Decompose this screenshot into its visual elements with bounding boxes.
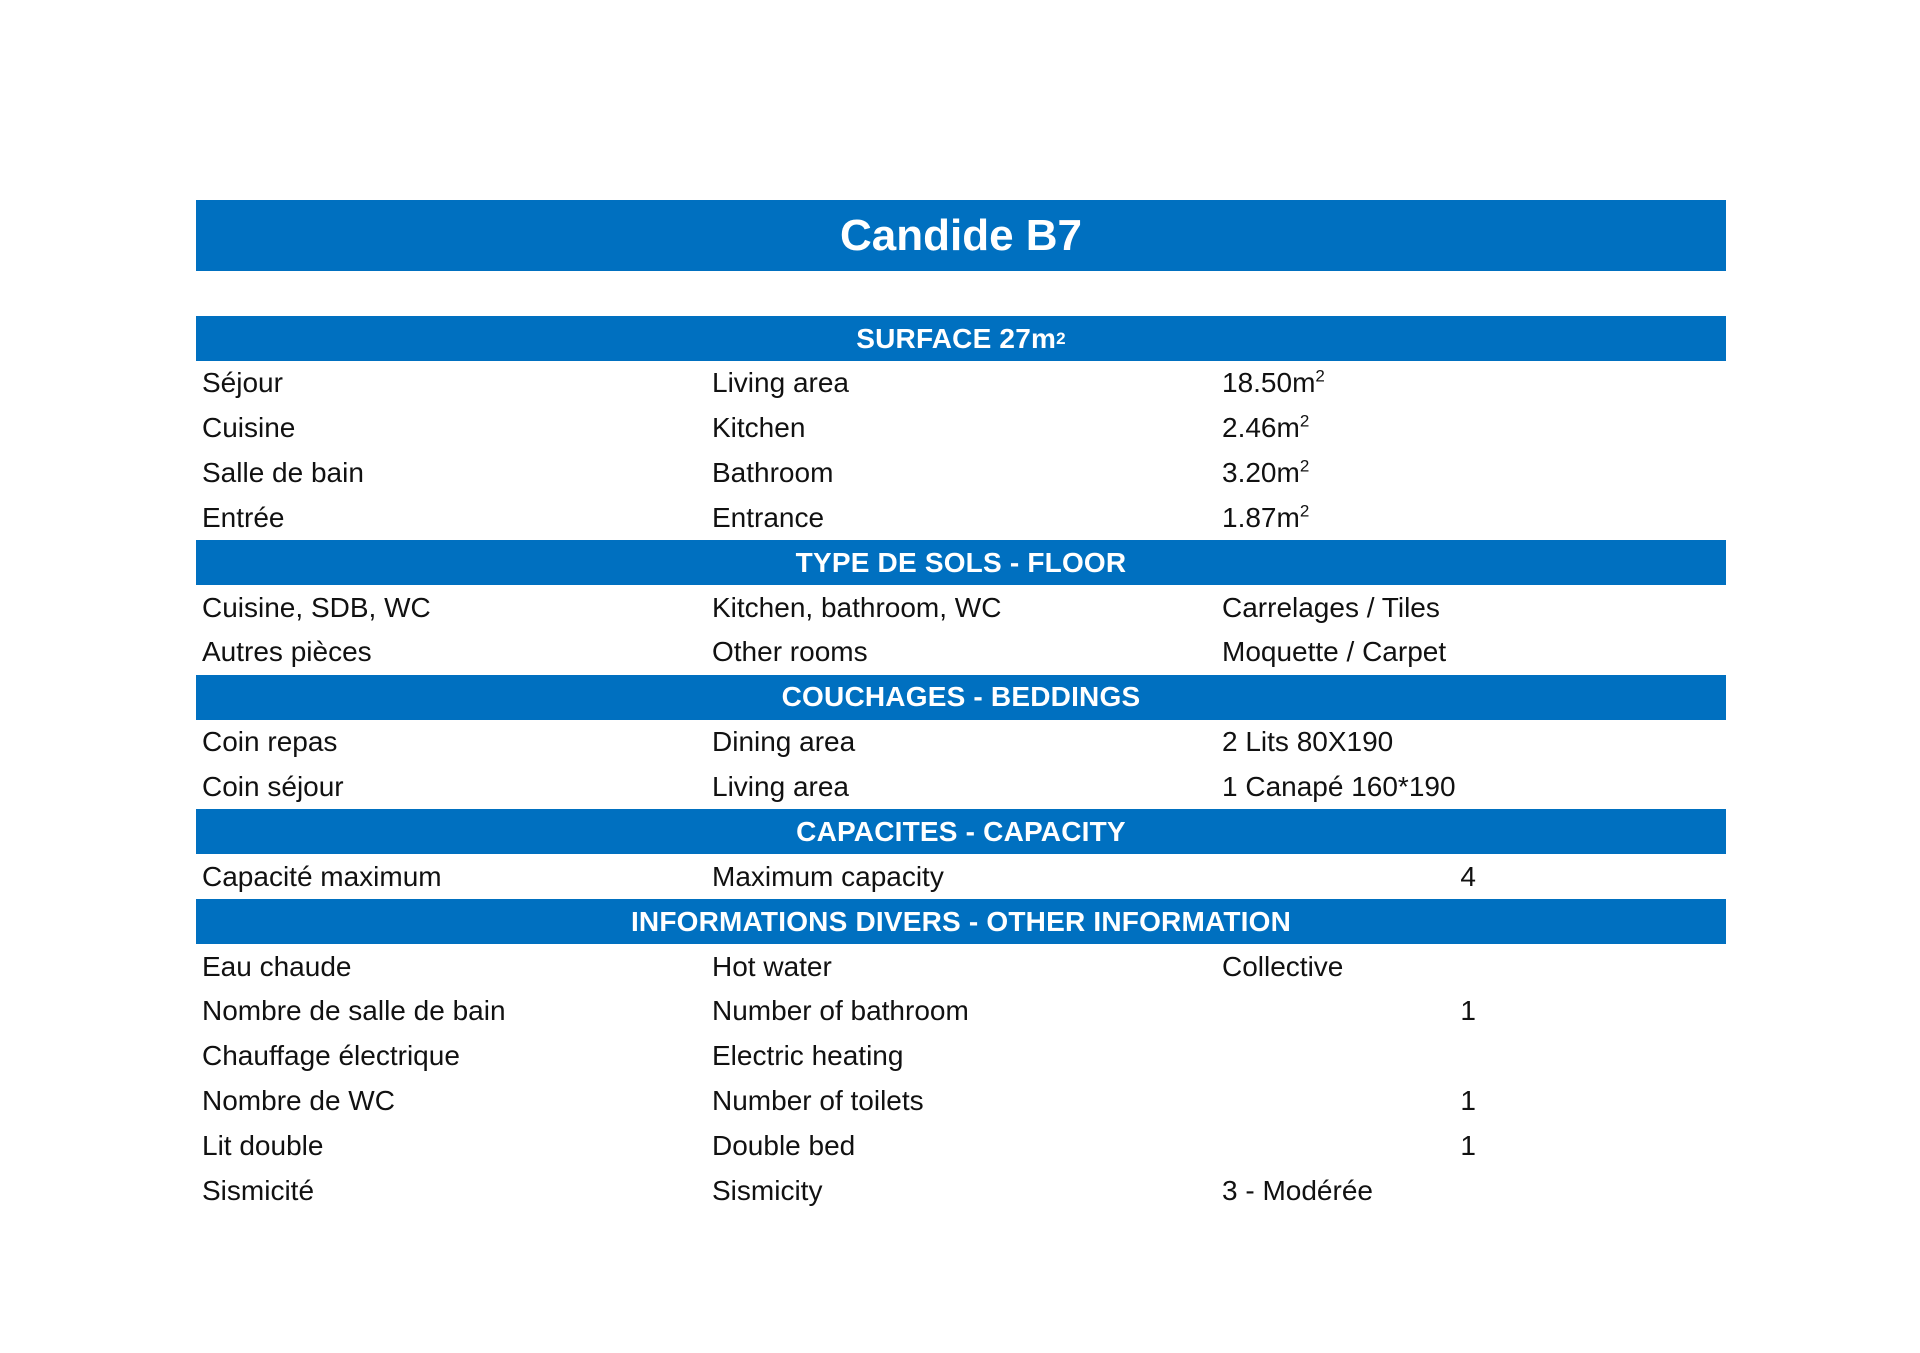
value-text: 18.50m <box>1222 367 1316 399</box>
value-text: 1.87m <box>1222 501 1300 533</box>
english-label-cell: Electric heating <box>712 1040 904 1072</box>
value-cell <box>1216 367 1726 399</box>
value-superscript: 2 <box>1315 367 1325 387</box>
value-cell <box>1216 1130 1726 1162</box>
table-row <box>196 1034 1726 1079</box>
table-row <box>196 585 1726 630</box>
value-text: Carrelages / Tiles <box>1222 591 1440 623</box>
value-superscript: 2 <box>1299 501 1310 521</box>
value-text: 1 <box>1460 995 1476 1027</box>
value-superscript: 2 <box>1299 411 1310 431</box>
value-text: 3.20m <box>1222 456 1300 488</box>
french-label-cell: Salle de bain <box>202 456 364 488</box>
value-cell <box>1216 771 1726 803</box>
value-cell <box>1216 1175 1726 1207</box>
table-row <box>196 406 1726 451</box>
value-cell <box>1216 457 1726 489</box>
french-label-cell: Lit double <box>202 1129 324 1161</box>
english-label-cell: Other rooms <box>712 636 868 668</box>
section-header <box>196 899 1726 944</box>
french-label-cell: Autres pièces <box>202 636 372 668</box>
french-label-cell: Eau chaude <box>202 950 352 982</box>
value-cell <box>1216 592 1726 624</box>
english-label-cell: Living area <box>712 770 849 802</box>
english-label-cell: Living area <box>712 367 849 399</box>
value-text: 3 - Modérée <box>1222 1174 1373 1206</box>
value-cell <box>1216 951 1726 983</box>
property-title-bar <box>196 200 1726 271</box>
french-label-cell: Chauffage électrique <box>202 1040 460 1072</box>
english-label-cell: Number of bathroom <box>712 995 969 1027</box>
table-row <box>196 361 1726 406</box>
french-label-cell: Sismicité <box>202 1174 315 1206</box>
value-cell <box>1216 1085 1726 1117</box>
sections-container <box>196 316 1726 1213</box>
english-label-cell: Number of toilets <box>712 1084 924 1116</box>
english-label-cell: Dining area <box>712 726 856 758</box>
table-row <box>196 495 1726 540</box>
french-label-cell: Entrée <box>202 501 285 533</box>
value-cell <box>1216 412 1726 444</box>
value-text: 4 <box>1460 860 1476 892</box>
value-cell <box>1216 861 1726 893</box>
english-label-cell: Hot water <box>712 950 832 982</box>
section-header <box>196 675 1726 720</box>
table-row <box>196 630 1726 675</box>
value-text: 2 Lits 80X190 <box>1222 726 1394 758</box>
value-cell <box>1216 636 1726 668</box>
english-label-cell: Entrance <box>712 501 825 533</box>
english-label-cell: Sismicity <box>712 1174 823 1206</box>
english-label-cell: Maximum capacity <box>712 860 944 892</box>
value-superscript: 2 <box>1299 456 1310 476</box>
french-label-cell: Coin séjour <box>202 770 344 802</box>
table-row <box>196 1123 1726 1168</box>
french-label-cell: Séjour <box>202 367 283 399</box>
section-header: SURFACE 27m 2 <box>196 316 1726 361</box>
section-header-label: COUCHAGES - BEDDINGS <box>781 681 1141 713</box>
english-label-cell: Bathroom <box>712 456 834 488</box>
table-row <box>196 765 1726 810</box>
value-text: Collective <box>1222 950 1344 982</box>
french-label-cell: Cuisine <box>202 412 296 444</box>
french-label-cell: Capacité maximum <box>202 860 442 892</box>
section-header-label: CAPACITES - CAPACITY <box>796 815 1126 847</box>
table-row <box>196 451 1726 496</box>
section-header-label: INFORMATIONS DIVERS - OTHER INFORMATION <box>630 905 1292 937</box>
table-row <box>196 944 1726 989</box>
property-title: Candide B7 <box>839 210 1083 260</box>
english-label-cell: Double bed <box>712 1129 856 1161</box>
title-spacer <box>196 271 1726 316</box>
value-text: 1 <box>1460 1084 1476 1116</box>
table-row <box>196 1168 1726 1213</box>
french-label-cell: Cuisine, SDB, WC <box>202 591 431 623</box>
section-header <box>196 540 1726 585</box>
value-text: 1 <box>1460 1129 1476 1161</box>
english-label-cell: Kitchen, bathroom, WC <box>712 591 1002 623</box>
property-sheet <box>196 200 1726 1213</box>
value-cell <box>1216 995 1726 1027</box>
table-row <box>196 854 1726 899</box>
table-row <box>196 720 1726 765</box>
value-text: 2.46m <box>1222 412 1300 444</box>
table-row <box>196 989 1726 1034</box>
section-header <box>196 809 1726 854</box>
section-header-label: TYPE DE SOLS - FLOOR <box>795 546 1127 578</box>
value-cell <box>1216 502 1726 534</box>
french-label-cell: Nombre de salle de bain <box>202 995 506 1027</box>
english-label-cell: Kitchen <box>712 412 806 444</box>
section-header-label: SURFACE 27m <box>856 322 1057 354</box>
value-text: 1 Canapé 160*190 <box>1222 770 1456 802</box>
french-label-cell: Nombre de WC <box>202 1084 395 1116</box>
table-row <box>196 1079 1726 1124</box>
french-label-cell: Coin repas <box>202 726 338 758</box>
value-cell <box>1216 726 1726 758</box>
value-text: Moquette / Carpet <box>1222 636 1447 668</box>
